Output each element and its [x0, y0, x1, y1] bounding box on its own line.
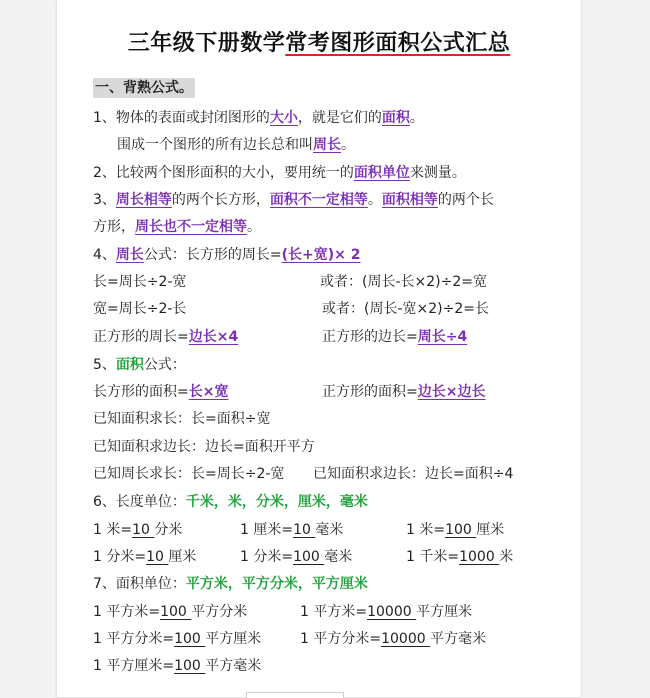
line-11-right: 正方形的面积=边长×边长 [322, 384, 486, 400]
line-19-col2: 1 平方米=10000 平方厘米 [300, 604, 473, 620]
line-17-col1: 1 分米=10 厘米 [93, 549, 197, 565]
line-17-col2: 1 分米=100 毫米 [240, 549, 353, 565]
line-5: 方形，周长也不一定相等。 [93, 219, 261, 235]
page-tab-handle[interactable] [246, 692, 344, 698]
line-9-right: 正方形的边长=周长÷4 [322, 329, 468, 345]
title-prefix: 三年级下册数学 [127, 31, 286, 56]
line-16-col2: 1 厘米=10 毫米 [240, 522, 344, 538]
title-underlined: 常考图形面积公式汇总 [285, 31, 511, 56]
line-3: 2、比较两个图形面积的大小，要用统一的面积单位来测量。 [93, 165, 466, 181]
line-4: 3、周长相等的两个长方形，面积不一定相等。面积相等的两个长 [93, 192, 494, 208]
line-7-left: 长=周长÷2-宽 [93, 274, 187, 290]
line-19-col1: 1 平方米=100 平方分米 [93, 604, 248, 620]
section-heading: 一、背熟公式。 [95, 80, 193, 96]
line-16-col3: 1 米=100 厘米 [406, 522, 505, 538]
line-17-col3: 1 千米=1000 米 [406, 549, 514, 565]
line-6: 4、周长公式：长方形的周长=(长+宽)× 2 [93, 247, 361, 263]
line-20-col2: 1 平方分米=10000 平方毫米 [300, 631, 487, 647]
line-21: 1 平方厘米=100 平方毫米 [93, 658, 262, 674]
line-2: 围成一个图形的所有边长总和叫周长。 [117, 137, 355, 153]
line-20-col1: 1 平方分米=100 平方厘米 [93, 631, 262, 647]
line-8-left: 宽=周长÷2-长 [93, 301, 187, 317]
line-1: 1、物体的表面或封闭图形的大小，就是它们的面积。 [93, 110, 424, 126]
line-9-left: 正方形的周长=边长×4 [93, 329, 239, 345]
line-8-right: 或者：(周长-宽×2)÷2=长 [322, 301, 489, 317]
line-14-right: 已知面积求边长：边长=面积÷4 [313, 466, 514, 482]
document-page [57, 0, 581, 697]
line-15: 6、长度单位：千米，米，分米，厘米，毫米 [93, 494, 368, 510]
line-7-right: 或者：(周长-长×2)÷2=宽 [320, 274, 487, 290]
line-10: 5、面积公式： [93, 357, 186, 373]
line-16-col1: 1 米=10 分米 [93, 522, 183, 538]
page-title [57, 26, 581, 57]
line-14-left: 已知周长求长：长=周长÷2-宽 [93, 466, 285, 482]
line-12: 已知面积求长：长=面积÷宽 [93, 411, 271, 427]
line-13: 已知面积求边长：边长=面积开平方 [93, 439, 315, 455]
line-11-left: 长方形的面积=长×宽 [93, 384, 229, 400]
line-18: 7、面积单位：平方米，平方分米，平方厘米 [93, 576, 368, 592]
